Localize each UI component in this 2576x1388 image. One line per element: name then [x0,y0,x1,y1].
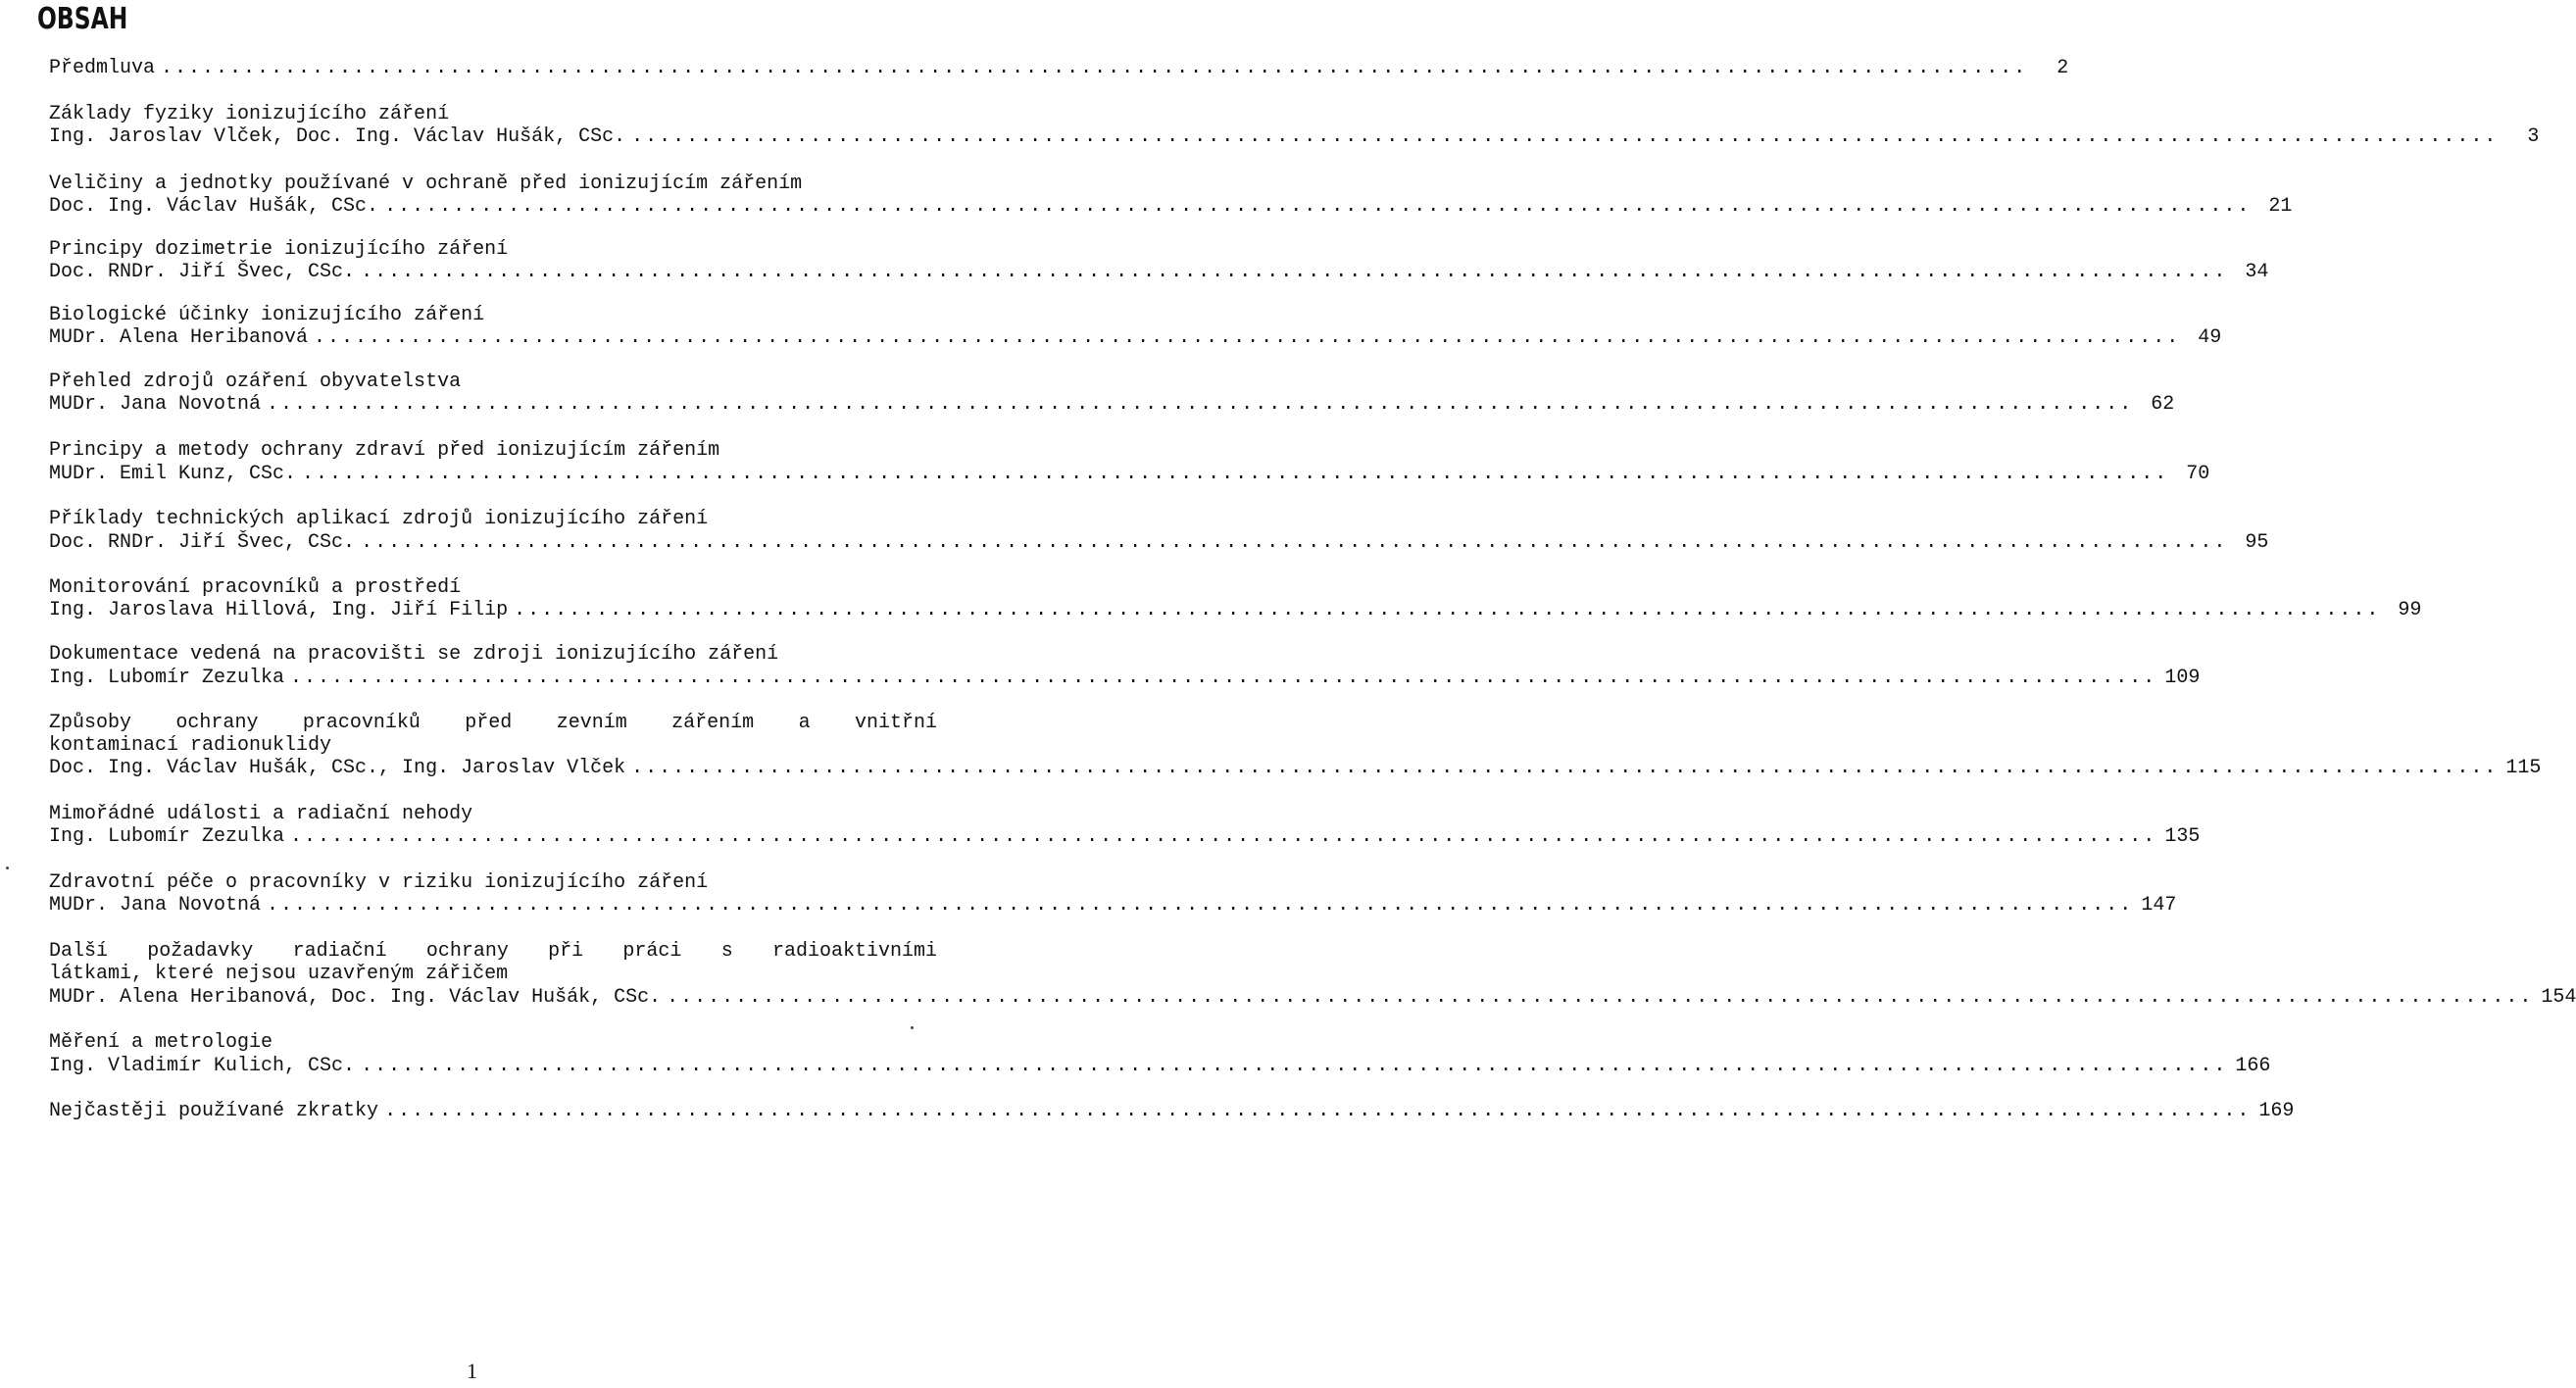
toc-entry-author: MUDr. Jana Novotná [49,894,262,917]
toc-entry-title: Principy a metody ochrany zdraví před ionizujícím zářením [49,439,720,462]
toc-entry-line [49,667,2201,690]
toc-entry-author: Doc. Ing. Václav Hušák, CSc., Ing. Jaroslav Vlček [49,757,626,779]
toc-page-number: 115 [2505,757,2542,779]
toc-page-number: 154 [2541,986,2576,1009]
leader-dots: ........................................................................................................................................ [667,986,2534,1009]
toc-page-number: 3 [2527,125,2540,148]
toc-page-number: 169 [2258,1100,2295,1122]
leader-dots: ........................................................................................................................................ [361,1055,2228,1077]
toc-entry-title: Základy fyziky ionizujícího záření [49,103,450,125]
leader-dots: ........................................................................................................................................ [267,393,2134,416]
page-title: OBSAH [37,2,128,36]
toc-entry-line [49,261,2269,284]
toc-entry-line [49,1100,2295,1123]
toc-entry-line [49,599,2422,622]
toc-page-number: 135 [2164,825,2201,848]
toc-page-number: 109 [2164,667,2201,689]
toc-entry-author: Ing. Jaroslav Vlček, Doc. Ing. Václav Hušák, CSc. [49,125,626,148]
toc-page-number: 21 [2268,195,2293,218]
leader-dots: ........................................................................................................................................ [161,57,2028,79]
toc-entry-line [49,894,2177,917]
toc-entry-line [49,986,2576,1010]
toc-entry-author: MUDr. Jana Novotná [49,393,262,416]
toc-entry-title: Způsoby ochrany pracovníků před zevním zářením a vnitřní [49,712,937,734]
toc-entry-line [49,1055,2271,1078]
leader-dots: ........................................................................................................................................ [631,757,2499,779]
toc-page-number: 49 [2198,326,2222,349]
toc-entry-title: Měření a metrologie [49,1031,273,1054]
toc-page-number: 70 [2186,463,2210,485]
leader-dots: ........................................................................................................................................ [290,825,2157,848]
toc-entry-author: Ing. Vladimír Kulich, CSc. [49,1055,356,1077]
page-number: 1 [467,1359,477,1383]
toc-entry-title: Zdravotní péče o pracovníky v riziku ionizujícího záření [49,871,709,894]
toc-entry-author: MUDr. Alena Heribanová [49,326,309,349]
toc-entry-line [49,326,2222,350]
leader-dots: ........................................................................................................................................ [361,531,2228,554]
toc-entry-line [49,463,2210,486]
leader-dots: ........................................................................................................................................ [384,195,2252,218]
leader-dots: ........................................................................................................................................ [384,1100,2252,1122]
toc-page-number: 166 [2235,1055,2271,1077]
toc-entry-author: Ing. Lubomír Zezulka [49,825,285,848]
toc-entry-author: Doc. Ing. Václav Hušák, CSc. [49,195,379,218]
toc-entry-title: Předmluva [49,57,156,79]
toc-entry-title: Dokumentace vedená na pracovišti se zdroji ionizujícího záření [49,643,779,666]
leader-dots: ........................................................................................................................................ [302,463,2169,485]
toc-entry-title: Přehled zdrojů ozáření obyvatelstva [49,371,462,393]
toc-page-number: 34 [2245,261,2269,283]
toc-entry-title: Biologické účinky ionizujícího záření [49,304,485,326]
leader-dots: ........................................................................................................................................ [631,125,2499,148]
leader-dots: ........................................................................................................................................ [290,667,2157,689]
leader-dots: ........................................................................................................................................ [267,894,2134,917]
toc-entry-title: Principy dozimetrie ionizujícího záření [49,238,509,261]
toc-entry-title: Mimořádné události a radiační nehody [49,803,473,825]
toc-entry-title: Monitorování pracovníků a prostředí [49,576,462,599]
toc-entry-line [49,531,2269,555]
toc-page-number: 95 [2245,531,2269,554]
toc-entry-author: Ing. Jaroslava Hillová, Ing. Jiří Filip [49,599,509,621]
scan-speck [911,1026,914,1029]
toc-entry-author: Ing. Lubomír Zezulka [49,667,285,689]
toc-entry-line [49,57,2069,80]
toc-entry-author: MUDr. Alena Heribanová, Doc. Ing. Václav Hušák, CSc. [49,986,662,1009]
toc-entry-title: Nejčastěji používané zkratky [49,1100,379,1122]
toc-entry-line [49,757,2542,780]
toc-page-number: 147 [2141,894,2177,917]
toc-page-number: 62 [2151,393,2175,416]
toc-entry-line [49,195,2293,219]
toc-entry-author: MUDr. Emil Kunz, CSc. [49,463,297,485]
leader-dots: ........................................................................................................................................ [361,261,2228,283]
toc-entry-author: Doc. RNDr. Jiří Švec, CSc. [49,261,356,283]
toc-page-number: 2 [2056,57,2069,79]
toc-page-number: 99 [2398,599,2422,621]
toc-entry-line [49,393,2175,417]
leader-dots: ........................................................................................................................................ [314,326,2181,349]
toc-entry-line [49,125,2540,149]
toc-entry-title-continued: látkami, které nejsou uzavřeným zářičem [49,963,509,985]
toc-entry-line [49,825,2201,849]
toc-entry-title: Příklady technických aplikací zdrojů ionizujícího záření [49,508,709,530]
scan-speck [6,867,9,869]
toc-entry-title-continued: kontaminací radionuklidy [49,734,332,757]
leader-dots: ........................................................................................................................................ [514,599,2381,621]
toc-entry-author: Doc. RNDr. Jiří Švec, CSc. [49,531,356,554]
toc-entry-title: Veličiny a jednotky používané v ochraně před ionizujícím zářením [49,173,803,195]
toc-entry-title: Další požadavky radiační ochrany při práci s radioaktivními [49,940,937,963]
